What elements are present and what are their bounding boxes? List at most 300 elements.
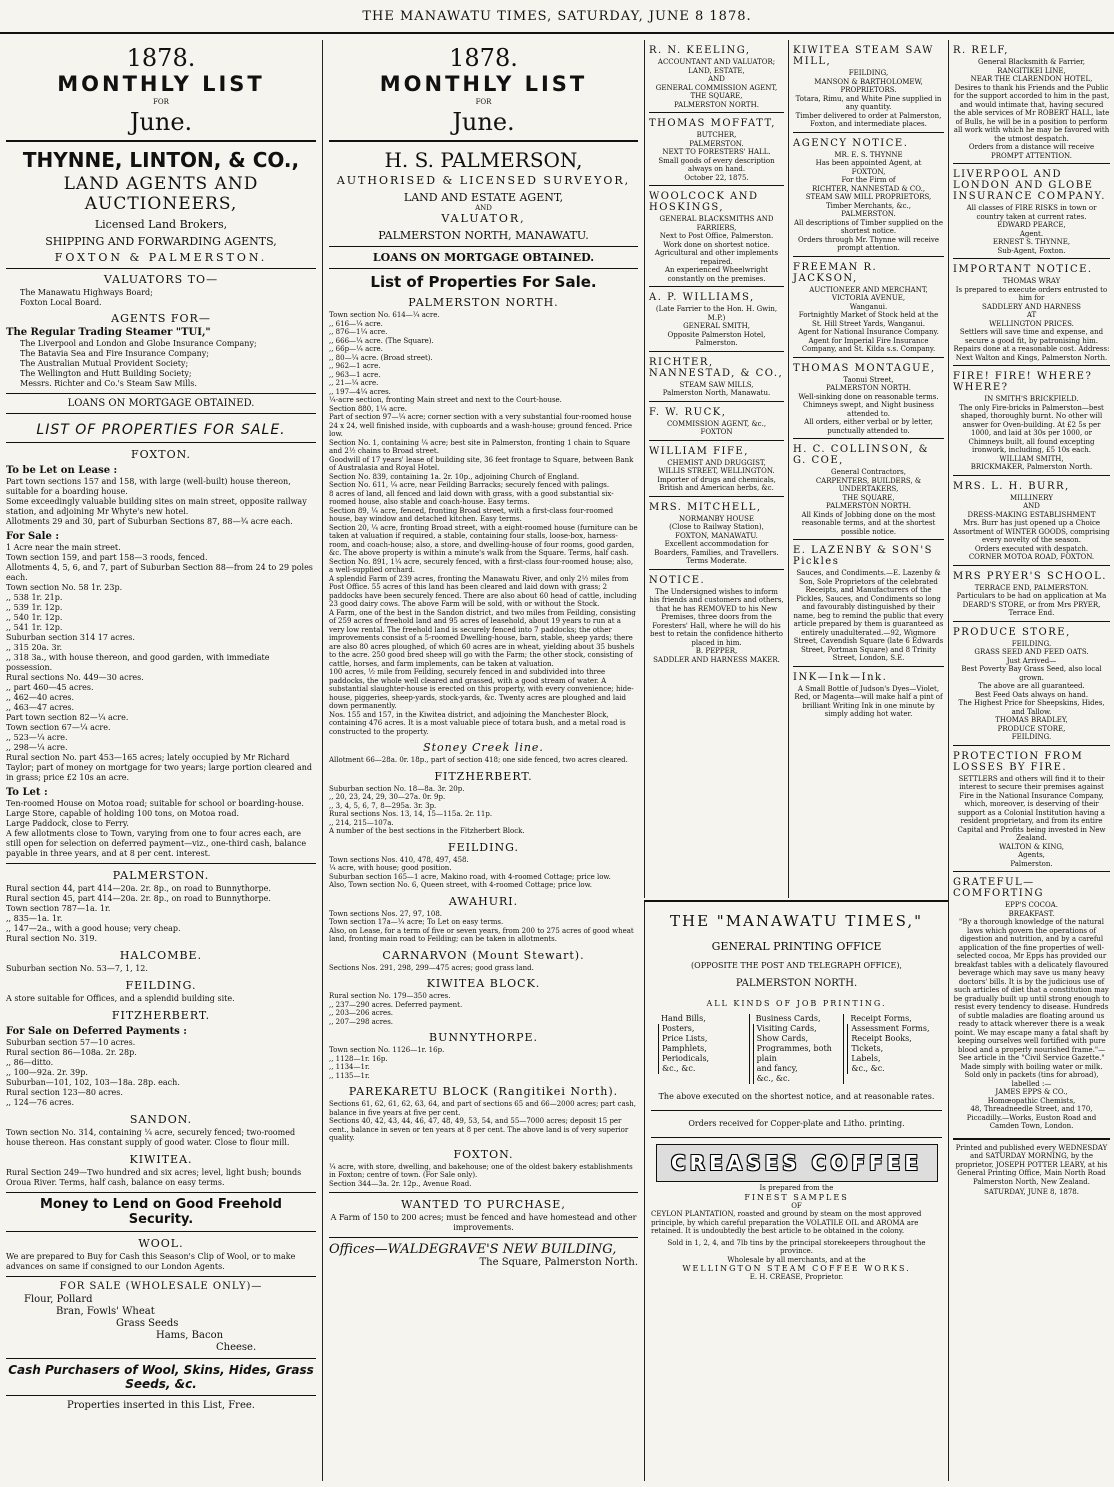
printing-executed: The above executed on the shortest notice, and at reasonable rates. <box>658 1092 935 1101</box>
coffee-wholesale: Wholesale by all merchants, and at the <box>727 1255 866 1264</box>
sandon-list <box>6 1128 316 1148</box>
coffee-ceylon: CEYLON PLANTATION, roasted and ground by steam on the most approved principle, by which careful preparation the VOLATILE OIL and AROMA are retained. It is undoubtedly the best article to be obtained in the colony. <box>651 1210 922 1235</box>
listing-line: Town section No. 614—¼ acre. <box>329 311 440 319</box>
let-heading: To Let : <box>6 787 48 798</box>
ad-line: PALMERSTON NORTH. <box>826 384 911 392</box>
col4-ad <box>793 357 944 439</box>
col4-ad <box>793 666 944 722</box>
month-title: June. <box>452 108 515 136</box>
coffee-works: WELLINGTON STEAM COFFEE WORKS. <box>682 1264 911 1273</box>
awahuri-heading: AWAHURI. <box>448 894 519 908</box>
col5-ad <box>953 475 1110 565</box>
listing-line: Section 344—3a. 2r. 12p., Avenue Road. <box>329 1179 472 1188</box>
surveyor-name: H. S. PALMERSON, <box>384 148 583 172</box>
masthead: THE MANAWATU TIMES, SATURDAY, JUNE 8 1878. <box>0 0 1114 34</box>
ad-title: H. C. COLLINSON, & G. COE, <box>793 444 929 466</box>
listing-line: Suburban section 165—1 acre, Makino road, with 4-roomed Cottage; price low. <box>329 872 611 881</box>
ad-line: Agent. <box>1019 229 1044 238</box>
ad-line: Desires to thank his Friends and the Public for the support accorded to him in the past, and would intimate that, having secured the able services of Mr ROBERT HALL, late of Bulls, he will be in a position to perform all work with which he may be favored with the utmost despatch. <box>953 83 1110 143</box>
ad-line: October 22, 1875. <box>684 173 749 182</box>
ad-line: PALMERSTON. <box>689 139 744 148</box>
listing-line: Section No. 611, ¼ acre, near Feilding Barracks; securely fenced with palings. <box>329 481 610 489</box>
ad-line: All orders, either verbal or by letter, punctually attended to. <box>804 418 933 435</box>
ads-5-list <box>953 40 1110 1134</box>
ad-line: LAND, ESTATE, <box>688 66 745 75</box>
listing-line: ,, 20, 23, 24, 29, 30—27a. 0r. 9p. <box>329 793 446 801</box>
listing-line: ,, 315 20a. 3r. <box>6 643 63 652</box>
ad-line: Best Poverty Bay Grass Seed, also local grown. <box>961 665 1102 682</box>
ad-title: WILLIAM FIFE, <box>649 445 749 457</box>
foxton-heading: FOXTON. <box>130 448 192 461</box>
col3-ad <box>649 40 784 112</box>
listing-line: Rural section 86—108a. 2r. 28p. <box>6 1048 137 1057</box>
ad-line: All classes of FIRE RISKS in town or country taken at current rates. <box>966 204 1097 221</box>
listing-line: Ten-roomed House on Motoa road; suitable for school or boarding-house. <box>6 799 304 808</box>
col5-ad <box>953 163 1110 258</box>
col3-ad <box>649 112 784 185</box>
ad-line: Settlers will save time and expense, and secure a good fit, by patronising him. Repairs done at a reasonable cost. Address: Next Walton and Kings, Palmerston North. <box>953 328 1110 362</box>
listing-line: ,, 207—298 acres. <box>329 1017 394 1026</box>
col3-ad <box>649 351 784 401</box>
coffee-crease: E. H. CREASE, Proprietor. <box>749 1273 844 1281</box>
sale-list <box>6 543 316 783</box>
bunnythorpe-heading: BUNNYTHORPE. <box>428 1031 539 1044</box>
ad-line: Wanganui. <box>849 302 888 311</box>
listing-line: Section 20, ¼ acre, fronting Broad street, with a eight-roomed house (furniture can be taken at valuation if required, a stable, containing four stalls, loose-box, harness-room, and coach-house; also, a store, and dwelling-house of four rooms, good garden, &c. The above property is within a minute's walk from the Square. Terms, half cash. <box>329 523 638 557</box>
listing-line: ¼-acre section, fronting Main street and next to the Court-house. <box>329 396 562 404</box>
printing-copper: Orders received for Copper-plate and Litho. printing. <box>688 1119 905 1128</box>
pn-heading: PALMERSTON NORTH. <box>408 296 559 309</box>
printing-services <box>655 1014 938 1084</box>
ad-title: R. RELF, <box>953 45 1009 56</box>
ad-title: FREEMAN R. JACKSON, <box>793 261 878 284</box>
ad-line: GENERAL SMITH, <box>683 322 750 330</box>
for-label: FOR <box>475 98 492 106</box>
ad-line: DRESS-MAKING ESTABLISHMENT <box>967 510 1096 519</box>
listing-line: Rural Section 249—Two hundred and six acres; level, light bush; bounds Oroua River. Terms, half cash, balance on easy terms. <box>6 1168 302 1187</box>
agency-item: Messrs. Richter and Co.'s Steam Saw Mills. <box>20 379 197 388</box>
wool-text: We are prepared to Buy for Cash this Season's Clip of Wool, or to make advances on same if consigned to our London Agents. <box>6 1252 296 1271</box>
money-to-lend: Money to Lend on Good Freehold Security. <box>40 1197 282 1227</box>
ad-line: EPP'S COCOA. <box>1005 901 1058 909</box>
ad-title: INK—Ink—Ink. <box>793 671 888 683</box>
ad-line: Agent for National Insurance Company. <box>798 328 939 336</box>
ad-line: WILLIAM SMITH, <box>999 454 1064 463</box>
listing-line: ,, 835—1a. 1r. <box>6 914 63 923</box>
listing-line: Large Paddock, close to Ferry. <box>6 819 129 828</box>
ad-line: ERNEST S. THYNNE, <box>992 238 1071 246</box>
listing-line: Rural section No. 179—350 acres. <box>329 992 451 1000</box>
ad-line: General Contractors, <box>831 468 906 476</box>
listing-line: Part of section 97—¼ acre; corner section with a very substantial four-roomed house 24 x 24, well finished inside, with cupboards and a wash-house; ground fenced. Price low. <box>329 413 633 438</box>
ad-line: Next to Post Office, Palmerston. <box>659 232 774 240</box>
listing-line: ,, 298—¼ acre. <box>6 743 68 752</box>
listing-line: ,, 616—¼ acre. <box>329 319 383 328</box>
agency-item: The Batavia Sea and Fire Insurance Company; <box>20 349 209 358</box>
col3-ad <box>649 496 784 569</box>
ad-line: THE SQUARE, <box>842 493 895 502</box>
ad-line: Orders through Mr. Thynne will receive prompt attention. <box>797 235 939 252</box>
valuator-item: Foxton Local Board. <box>20 298 102 307</box>
ad-title: THOMAS MOFFATT, <box>649 118 776 129</box>
ad-line: Sauces, and Condiments.—E. Lazenby & Son, Sole Proprietors of the celebrated Receipts, and Manufacturers of the Pickles, Sauces, and Condiments so long and favourably distinguished by their name, beg to remind the public that every article prepared by them is guaranteed as entirely unadulterated.—92, Wigmore Street, Cavendish Square (late 6 Edwards Street, Portman Square) and 8 Trinity Street, London, S.E. <box>793 569 944 662</box>
listing-line: ,, 86—ditto. <box>6 1058 54 1067</box>
listing-line: Sections Nos. 291, 298, 299—475 acres; good grass land. <box>329 963 534 972</box>
ad-line: NEAR THE CLARENDON HOTEL, <box>970 75 1093 83</box>
ad-line: Just Arrived— <box>1006 656 1057 665</box>
ad-line: PALMERSTON. <box>841 210 896 218</box>
ad-line: MANSON & BARTHOLOMEW, <box>814 77 923 86</box>
ad-title: PROTECTION FROM LOSSES BY FIRE. <box>953 750 1084 773</box>
ad-line: CHEMIST AND DRUGGIST, <box>667 458 766 467</box>
col3-ad <box>649 440 784 496</box>
fitzherbert-heading: FITZHERBERT. <box>434 769 533 783</box>
print-item: &c., &c. <box>847 1064 935 1074</box>
listing-line: ,, 3, 4, 5, 6, 7, 8—295a. 3r. 3p. <box>329 801 437 810</box>
ad-line: Work done on shortest notice. Agricultural and other implements repaired. <box>654 240 779 266</box>
printing-place: PALMERSTON NORTH. <box>735 978 858 989</box>
foxton-heading: FOXTON. <box>453 1147 514 1161</box>
ad-line: "By a thorough knowledge of the natural laws which govern the operations of digestion and nutrition, and by a careful application of the fine properties of well-selected cocoa, Mr Epps has provided our breakfast tables with a delicately flavoured beverage which may save us many heavy doctors' bills. It is by the judicious use of such articles of diet that a constitution may be gradually built up until strong enough to resist every tendency to disease. Hundreds of subtle maladies are floating around us ready to attack wherever there is a weak point. We may escape many a fatal shaft by keeping ourselves well fortified with pure blood and a properly nourished frame."—See article in the "Civil Service Gazette." <box>953 918 1110 1062</box>
listing-line: Section No. 839, containing 1a. 2r. 10p., adjoining Church of England. <box>329 472 580 481</box>
firm-role: LAND AGENTS AND AUCTIONEERS, <box>63 174 259 214</box>
column-ads-3 <box>644 40 788 898</box>
ad-line: GENERAL COMMISSION AGENT, <box>655 83 778 92</box>
ad-line: The Undersigned wishes to inform his friends and customers and others, that he has REMOVED to his New Premises, three doors from the Foresters' Hall, where he will do his best to retain the confidence hitherto placed in him. <box>649 587 784 647</box>
ad-line: Orders executed with despatch. <box>974 544 1089 553</box>
ad-line: PROPRIETORS. <box>840 86 897 94</box>
ad-line: RICHTER, NANNESTAD & CO., <box>811 184 926 193</box>
ad-title: AGENCY NOTICE. <box>793 137 909 149</box>
palmerston-list <box>6 884 316 944</box>
ad-line: Sub-Agent, Foxton. <box>997 246 1066 255</box>
imprint: Printed and published every WEDNESDAY and SATURDAY MORNING, by the proprietor, JOSEPH POTTER LEARY, at his General Printing Office, Main North Road Palmerston North, New Zealand. <box>955 1143 1108 1186</box>
print-item: Receipt Books, <box>847 1034 935 1044</box>
ad-line: FOXTON <box>700 428 733 436</box>
listing-line: Sections 40, 42, 43, 44, 46, 47, 48, 49, 53, 54, and 55—7000 acres; deposit 15 per cent., balance in seven or ten years at 8 per cent. The above land is of very superior quality. <box>329 1117 629 1142</box>
print-item: &c., &c. <box>658 1064 746 1074</box>
ad-line: All descriptions of Timber supplied on the shortest notice. <box>793 218 944 235</box>
kiwitea-list <box>6 1168 316 1188</box>
ad-line: Well-sinking done on reasonable terms. Chimneys swept, and Night business attended to. <box>798 392 939 418</box>
ad-title: KIWITEA STEAM SAW MILL, <box>793 45 934 67</box>
ad-line: (Late Farrier to the Hon. H. Gwin, M.P.) <box>655 305 778 322</box>
listing-line: Town section 787—1a. 1r. <box>6 904 111 913</box>
print-item: Receipt Forms, <box>850 1014 912 1023</box>
kiwitea-heading: KIWITEA. <box>129 1153 193 1166</box>
ad-title: E. LAZENBY & SON'S Pickles <box>793 545 933 567</box>
ad-line: VICTORIA AVENUE, <box>831 294 906 302</box>
listing-line: Also, on Lease, for a term of five or seven years, from 200 to 275 acres of good wheat land, fronting main road to Feilding; can be taken in allotments. <box>329 926 634 943</box>
carnarvon-list <box>329 964 638 973</box>
ad-line: PRODUCE STORE, <box>997 724 1066 733</box>
ad-title: PRODUCE STORE, <box>953 626 1071 638</box>
awahuri-list <box>329 910 638 944</box>
printing-title: THE "MANAWATU TIMES," <box>670 912 923 930</box>
ad-title: GRATEFUL—COMFORTING <box>953 877 1044 899</box>
listing-line: Town sections Nos. 410, 478, 497, 458. <box>329 855 469 864</box>
listing-line: Suburban section 57—10 acres. <box>6 1038 136 1047</box>
print-item: Hand Bills, <box>661 1014 706 1023</box>
halcombe-heading: HALCOMBE. <box>119 949 203 962</box>
ad-line: FOXTON, MANAWATU. <box>675 531 758 540</box>
print-item: Business Cards, <box>755 1014 821 1023</box>
forsale-heading: FOR SALE (WHOLESALE ONLY)— <box>59 1281 263 1292</box>
goods-item: Hams, Bacon <box>156 1330 224 1341</box>
ad-line: WALTON & KING, <box>999 842 1064 851</box>
wool-heading: WOOL. <box>138 1237 184 1250</box>
surveyor-role: AUTHORISED & LICENSED SURVEYOR, <box>336 174 631 187</box>
ad-line: EDWARD PEARCE, <box>997 221 1066 229</box>
year: 1878. <box>449 44 518 72</box>
ad-line: WILLIS STREET, WELLINGTON. <box>658 467 775 475</box>
firm-name: THYNNE, LINTON, & CO., <box>22 148 300 172</box>
listing-line: A store suitable for Offices, and a splendid building site. <box>6 994 235 1003</box>
ad-title: THOMAS MONTAGUE, <box>793 362 936 374</box>
col5-ad <box>953 871 1110 1134</box>
listing-line: A splendid Farm of 239 acres, fronting the Manawatu River, and only 2½ miles from Post Office. 55 acres of this land has been cleared and laid down with grass; 2 paddocks have been securely fenced. There are also about 60 head of cattle, including 23 good dairy cows. The above Farm will be sold, with or without the Stock. <box>329 574 637 608</box>
ad-line: GENERAL BLACKSMITHS AND FARRIERS, <box>659 215 774 232</box>
listing-line: Rural section 123—80 acres. <box>6 1088 123 1097</box>
ad-line: Palmerston. <box>1010 859 1053 868</box>
ad-title: MRS PRYER'S SCHOOL. <box>953 570 1107 582</box>
ad-line: Has been appointed Agent, at <box>815 159 922 167</box>
listing-line: 8 acres of land, all fenced and laid down with grass, with a good substantial six-roomed house, also stable and coach-house. Easy terms. <box>329 489 614 506</box>
col5-ad <box>953 621 1110 745</box>
ad-line: FOXTON, <box>851 167 886 176</box>
col4-ad <box>793 132 944 256</box>
ad-line: Timber Merchants, &c., <box>826 201 911 210</box>
listing-line: Rural section No. part 453—165 acres; lately occupied by Mr Richard Taylor; part of money on mortgage for two years; large portion cleared and in grass; price £2 10s an acre. <box>6 753 312 782</box>
loans-notice: LOANS ON MORTGAGE OBTAINED. <box>67 398 255 409</box>
steamer-tui: The Regular Trading Steamer "TUI," <box>6 327 211 338</box>
listing-line: ,, 540 1r. 12p. <box>6 613 63 622</box>
goods-item: Grass Seeds <box>116 1318 179 1329</box>
listing-line: Nos. 155 and 157, in the Kiwitea district, and adjoining the Manchester Block, containing 476 acres. It is a most valuable piece of totara bush, and a metal road is constructed to the property. <box>329 710 626 736</box>
ad-line: SADDLER AND HARNESS MAKER. <box>653 655 780 664</box>
agency-item: The Liverpool and London and Globe Insurance Company; <box>20 339 257 348</box>
ad-line: ACCOUNTANT AND VALUATOR; <box>657 58 776 66</box>
ad-line: Taonui Street, <box>843 375 894 384</box>
and-word: AND <box>475 204 492 212</box>
listing-line: ,, 963—1 acre. <box>329 370 381 379</box>
listing-line: ,, 962—1 acre. <box>329 362 381 370</box>
ad-line: Excellent accommodation for Boarders, Families, and Travellers. <box>654 540 779 557</box>
list-heading: LIST OF PROPERTIES FOR SALE. <box>36 422 286 438</box>
listing-line: ,, 318 3a., with house thereon, and good garden, with immediate possession. <box>6 653 270 672</box>
listing-line: Part town sections 157 and 158, with large (well-built) house thereon, suitable for a boarding house. <box>6 477 291 496</box>
ad-line: Sold only in packets (tins for abroad), labelled :— <box>964 1071 1099 1088</box>
printing-sub: GENERAL PRINTING OFFICE <box>711 940 882 953</box>
listing-line: ,, 203—206 acres. <box>329 1009 394 1017</box>
ad-line: FEILDING. <box>1011 639 1052 648</box>
ad-line: Made simply with boiling water or milk. <box>960 1062 1103 1071</box>
ad-line: AUCTIONEER AND MERCHANT, <box>809 285 928 294</box>
printing-all: ALL KINDS OF JOB PRINTING. <box>706 999 887 1008</box>
listing-line: Suburban—101, 102, 103—18a. 28p. each. <box>6 1078 180 1087</box>
ad-title: IMPORTANT NOTICE. <box>953 264 1093 275</box>
ad-line: An experienced Wheelwright constantly on the premises. <box>664 266 769 283</box>
ad-line: Importer of drugs and chemicals, British and American herbs, &c. <box>657 475 776 492</box>
listing-line: A few allotments close to Town, varying from one to four acres each, are still open for selection on deferred payment—viz., one-third cash, balance payable in three years, and at 8 per cent. interest. <box>6 829 307 858</box>
print-item: Price Lists, <box>658 1034 746 1044</box>
ad-line: NEXT TO FORESTERS' HALL. <box>662 148 771 156</box>
agents-heading: AGENTS FOR— <box>111 312 211 325</box>
listing-line: ,, 100—92a. 2r. 39p. <box>6 1068 88 1077</box>
listing-line: Some exceedingly valuable building sites on main street, opposite railway station, and adjoining Mr Whyte's new hotel. <box>6 497 307 516</box>
col4-ad <box>793 438 944 539</box>
surveyor-place: PALMERSTON NORTH, MANAWATU. <box>378 229 589 242</box>
cash-purchasers: Cash Purchasers of Wool, Skins, Hides, Grass Seeds, &c. <box>8 1363 314 1391</box>
let-list <box>6 799 316 859</box>
ad-line: Is prepared to execute orders entrusted to him for <box>955 285 1108 302</box>
ad-line: THE SQUARE, <box>690 92 743 100</box>
listing-line: ,, 876—1¼ acre. <box>329 328 388 336</box>
offices: Offices—WALDEGRAVE'S NEW BUILDING, <box>329 1242 617 1257</box>
ad-line: Fortnightly Market of Stock held at the St. Hill Street Yards, Wanganui. <box>798 311 939 328</box>
column-ads-5 <box>948 40 1114 1481</box>
printing-office-ad <box>644 900 948 1481</box>
listing-line: Suburban section No. 53—7, 1, 12. <box>6 964 148 973</box>
land-agent: LAND AND ESTATE AGENT, <box>403 191 564 204</box>
ad-title: WOOLCOCK AND HOSKINGS, <box>649 191 759 213</box>
ad-line: Opposite Palmerston Hotel, <box>667 330 766 339</box>
listing-line: Also, Town section No. 6, Queen street, with 4-roomed Cottage; price low. <box>329 881 593 889</box>
listing-line: ,, 21—¼ acre. <box>329 379 379 387</box>
ad-line: IN SMITH'S BRICKFIELD. <box>984 395 1079 403</box>
ad-title: A. P. WILLIAMS, <box>649 292 755 303</box>
col5-ad <box>953 258 1110 365</box>
listing-line: ,, 462—40 acres. <box>6 693 75 702</box>
listing-line: ,, 147—2a., with a good house; very cheap. <box>6 924 181 933</box>
listing-line: ,, 523—¼ acre. <box>6 733 68 742</box>
column-palmerson <box>322 40 644 1481</box>
print-item: Labels, <box>847 1054 935 1064</box>
kiwitea-list <box>329 992 638 1026</box>
col3-ad <box>649 401 784 440</box>
ad-line: STEAM SAW MILLS, <box>679 380 754 389</box>
column-ads-4 <box>788 40 948 898</box>
ad-line: FEILDING. <box>1011 733 1052 741</box>
col5-ad <box>953 365 1110 475</box>
goods-item: Bran, Fowls' Wheat <box>56 1306 155 1317</box>
coffee-prepared: Is prepared from the <box>759 1184 834 1192</box>
shipping-agents: SHIPPING AND FORWARDING AGENTS, <box>45 235 277 248</box>
creases-coffee-logo: CREASES COFFEE <box>656 1144 938 1182</box>
listing-line: 1 Acre near the main street. <box>6 543 121 552</box>
ad-line: AND <box>708 75 725 83</box>
ad-line: Totara, Rimu, and White Pine supplied in any quantity. <box>795 94 942 111</box>
ad-title: R. N. KEELING, <box>649 45 751 56</box>
print-item: Assessment Forms, <box>847 1024 935 1034</box>
listing-line: Suburban section No. 18—8a. 3r. 20p. <box>329 784 465 793</box>
ad-line: All Kinds of Jobbing done on the most reasonable terms, and at the shortest possible notice. <box>801 510 936 536</box>
ad-line: Mrs. Burr has just opened up a Choice Assortment of WINTER GOODS, comprising every novelty of the season. <box>953 519 1110 544</box>
ad-line: Orders from a distance will receive PROMPT ATTENTION. <box>968 143 1095 160</box>
fitzherbert-list <box>6 1038 316 1108</box>
lease-heading: To be Let on Lease : <box>6 465 118 476</box>
listing-line: ,, 124—76 acres. <box>6 1098 75 1107</box>
listing-line: Town section No. 314, containing ¼ acre, securely fenced; two-roomed house thereon. Has constant supply of good water. Close to flour mill. <box>6 1128 296 1147</box>
listing-line: Rural sections No. 449—30 acres. <box>6 673 144 682</box>
listing-line: Rural section No. 319. <box>6 934 98 943</box>
year: 1878. <box>126 44 196 72</box>
ad-line: B. PEPPER, <box>695 647 738 655</box>
ad-line: (Close to Railway Station), <box>669 523 764 531</box>
listing-line: ,, 237—290 acres. Deferred payment. <box>329 1000 463 1009</box>
kiwitea-heading: KIWITEA BLOCK. <box>426 977 541 990</box>
print-item: Periodicals, <box>658 1054 746 1064</box>
goods-item: Flour, Pollard <box>24 1294 93 1305</box>
ad-title: MRS. MITCHELL, <box>649 501 762 513</box>
valuators-heading: VALUATORS TO— <box>103 273 219 286</box>
feilding-list <box>329 856 638 890</box>
ad-line: NORMANBY HOUSE <box>679 514 754 523</box>
wanted-text: A Farm of 150 to 200 acres; must be fenced and have homestead and other improvements. <box>330 1213 637 1232</box>
wanted-heading: WANTED TO PURCHASE, <box>401 1198 566 1211</box>
ad-title: LIVERPOOL AND LONDON AND GLOBE INSURANCE COMPANY. <box>953 169 1106 202</box>
foxton-list <box>329 1163 638 1189</box>
palmerston-heading: PALMERSTON. <box>112 869 210 882</box>
ad-line: General Blacksmith & Farrier, <box>978 58 1085 66</box>
ad-line: The Highest Price for Sheepskins, Hides, and Tallow. <box>958 699 1105 716</box>
listing-line: ,, 1134—1r. <box>329 1063 370 1071</box>
print-item: Visiting Cards, <box>753 1024 841 1034</box>
ad-line: AT <box>1026 311 1037 319</box>
listing-line: Town section No. 58 1r. 23p. <box>6 583 123 592</box>
ad-line: SETTLERS and others will find it to their interest to secure their premises against Fire in the National Insurance Company, which, moreover, is deserving of their support as a Colonial Institution having a resident proprietary, and from its entire Capital and Profits being invested in New Zealand. <box>957 774 1106 842</box>
listing-line: Section 880, 1¼ acre. <box>329 404 407 413</box>
col5-ad <box>953 565 1110 621</box>
valuator: VALUATOR, <box>441 212 526 225</box>
print-item: Posters, <box>658 1024 746 1034</box>
ad-title: F. W. RUCK, <box>649 406 727 418</box>
listing-line: ¼ acre, with store, dwelling, and bakehouse; one of the oldest bakery establishments in Foxton; centre of town. (For Sale only). <box>329 1162 633 1179</box>
col5-ad <box>953 40 1110 163</box>
listing-line: Rural section 45, part 414—20a. 2r. 8p., on road to Bunnythorpe. <box>6 894 271 903</box>
firm-places: FOXTON & PALMERSTON. <box>54 251 268 264</box>
ad-line: Agent for Imperial Fire Insurance Company, and St. Kilda s.s. Company. <box>801 336 936 353</box>
halcombe-list <box>6 964 316 974</box>
feilding-list <box>6 994 316 1004</box>
ad-line: For the Firm of <box>841 176 896 184</box>
col3-ad <box>649 286 784 351</box>
feilding-heading: FEILDING. <box>125 979 197 992</box>
ad-line: THOMAS BRADLEY, <box>995 716 1068 724</box>
listing-line: ,, 80—¼ acre. (Broad street). <box>329 353 433 362</box>
for-label: FOR <box>153 98 169 106</box>
listing-line: ,, 66p—¼ acre. <box>329 345 383 353</box>
fitzherbert-heading: FITZHERBERT. <box>111 1009 211 1022</box>
listing-line: Section 89, ¼ acre, fenced, fronting Broad street, with a first-class four-roomed house, bay window and detached kitchen. Easy terms. <box>329 506 614 523</box>
ad-line: Terms Moderate. <box>686 557 747 565</box>
col5-ad <box>953 745 1110 872</box>
fitzherbert-list <box>329 785 638 836</box>
ad-line: FEILDING, <box>848 69 889 77</box>
parekaretu-list <box>329 1100 638 1143</box>
listing-line: Suburban section 314 17 acres. <box>6 633 135 642</box>
col4-ad <box>793 40 944 132</box>
ad-line: TERRACE END, PALMERSTON. <box>974 583 1089 592</box>
ad-line: The above are all guaranteed. <box>978 682 1085 690</box>
ad-title: NOTICE. <box>649 574 706 586</box>
ad-line: Homœopathic Chemists, <box>987 1096 1076 1105</box>
stoney-heading: Stoney Creek line. <box>423 741 544 754</box>
listing-line: Town section No. 1126—1r. 16p. <box>329 1046 445 1054</box>
col4-ad <box>793 539 944 666</box>
ad-line: BRICKMAKER, Palmerston North. <box>970 463 1093 471</box>
parekaretu-heading: PAREKARETU BLOCK (Rangitikei North). <box>348 1085 619 1098</box>
